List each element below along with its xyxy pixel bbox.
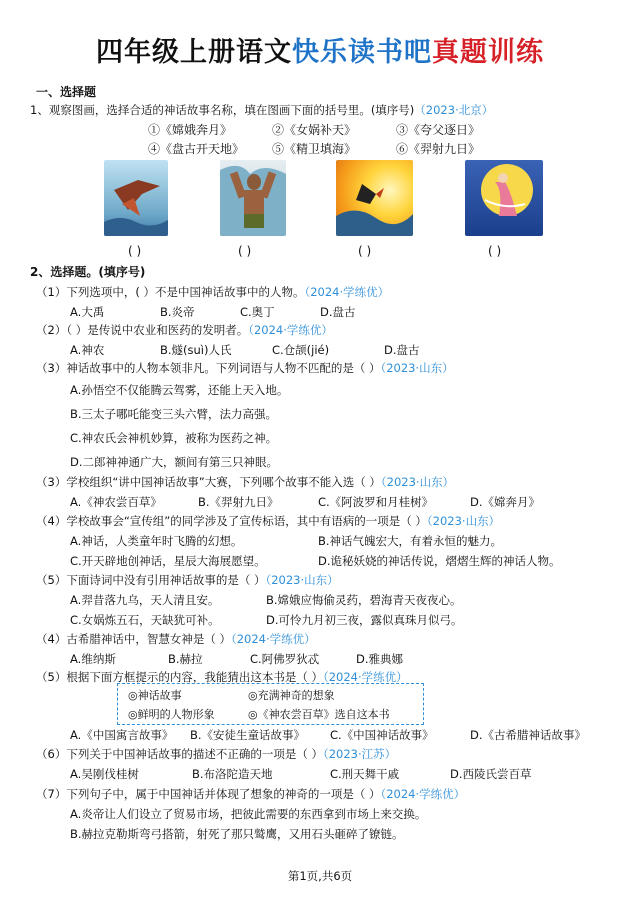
- question: （1）下列选项中，( ）不是中国神话故事中的人物。（2024·学练优）: [36, 285, 390, 299]
- question: （4）古希腊神话中，智慧女神是（ ）（2024·学练优）: [36, 632, 316, 646]
- answer-blank[interactable]: ( ): [238, 244, 252, 258]
- question: （3）神话故事中的人物本领非凡。下列词语与人物不匹配的是（ ）（2023·山东）: [36, 361, 454, 375]
- option[interactable]: C.女娲炼五石，天缺犹可补。: [70, 613, 220, 627]
- option[interactable]: C.阿佛罗狄忒: [250, 652, 320, 666]
- hint-item: ◎《神农尝百草》选自这本书: [248, 708, 390, 721]
- option[interactable]: D.盘古: [320, 305, 356, 319]
- option[interactable]: C.仓颉(jié): [272, 343, 330, 357]
- option[interactable]: A.孙悟空不仅能腾云驾雾，还能上天入地。: [70, 383, 289, 397]
- question: （5）根据下面方框提示的内容，我能猜出这本书是（ ）（2024·学练优）: [36, 670, 408, 684]
- story-option: ②《女娲补天》: [272, 123, 357, 137]
- illustration-sun-bird: [336, 160, 413, 236]
- option[interactable]: B.《羿射九日》: [198, 495, 279, 509]
- option[interactable]: A.神话，人类童年时飞腾的幻想。: [70, 534, 243, 548]
- section-2-heading: 2、选择题。(填序号): [30, 265, 146, 279]
- illustration-bird-sea: [104, 160, 168, 236]
- story-option: ③《夸父逐日》: [396, 123, 481, 137]
- option[interactable]: A.《神农尝百草》: [70, 495, 162, 509]
- option[interactable]: A.炎帝让人们设立了贸易市场，把彼此需要的东西拿到市场上来交换。: [70, 807, 427, 821]
- option[interactable]: A.羿昔落九乌，天人清且安。: [70, 593, 220, 607]
- option[interactable]: B.燧(suì)人氏: [160, 343, 232, 357]
- option[interactable]: B.神话气魄宏大，有着永恒的魅力。: [318, 534, 503, 548]
- story-option: ⑤《精卫填海》: [272, 142, 357, 156]
- question: （3）学校组织“讲中国神话故事”大赛，下列哪个故事不能入选（ ）（2023·山东）: [36, 475, 455, 489]
- option[interactable]: D.盘古: [384, 343, 420, 357]
- question: （5）下面诗词中没有引用神话故事的是（ ）（2023·山东）: [36, 573, 339, 587]
- question: （4）学校故事会“宣传组”的同学涉及了宣传标语，其中有语病的一项是（ ）（2023·山东）: [36, 514, 501, 528]
- option[interactable]: A.吴刚伐桂树: [70, 767, 139, 781]
- option[interactable]: C.奥丁: [240, 305, 275, 319]
- option[interactable]: B.《安徒生童话故事》: [190, 728, 306, 742]
- answer-blank[interactable]: ( ): [488, 244, 502, 258]
- option[interactable]: D.可怜九月初三夜，露似真珠月似弓。: [266, 613, 463, 627]
- option[interactable]: B.布洛陀造天地: [192, 767, 273, 781]
- question: （2）（ ）是传说中农业和医药的发明者。（2024·学练优）: [36, 323, 333, 337]
- option[interactable]: D.诡秘妖娆的神话传说，熠熠生辉的神话人物。: [318, 554, 561, 568]
- option[interactable]: C.《阿波罗和月桂树》: [318, 495, 434, 509]
- question-1: 1、观察图画，选择合适的神话故事名称，填在图画下面的括号里。(填序号)（2023·北京）: [30, 103, 494, 117]
- option[interactable]: A.《中国寓言故事》: [70, 728, 174, 742]
- option[interactable]: B.炎帝: [160, 305, 195, 319]
- story-option: ④《盘古开天地》: [148, 142, 245, 156]
- answer-blank[interactable]: ( ): [358, 244, 372, 258]
- option[interactable]: D.《嫦奔月》: [470, 495, 541, 509]
- question: （6）下列关于中国神话故事的描述不正确的一项是（ ）（2023·江苏）: [36, 747, 397, 761]
- option[interactable]: A.神农: [70, 343, 105, 357]
- option[interactable]: D.《古希腊神话故事》: [470, 728, 587, 742]
- option[interactable]: B.三太子哪吒能变三头六臂，法力高强。: [70, 407, 278, 421]
- hint-item: ◎鲜明的人物形象: [128, 708, 215, 721]
- hint-item: ◎充满神奇的想象: [248, 689, 335, 702]
- answer-blank[interactable]: ( ): [128, 244, 142, 258]
- option[interactable]: B.赫拉: [168, 652, 203, 666]
- section-1-heading: 一、选择题: [36, 85, 97, 99]
- illustration-giant-flood: [220, 160, 286, 236]
- story-option: ①《嫦娥奔月》: [148, 123, 233, 137]
- option[interactable]: D.二郎神神通广大，额间有第三只神眼。: [70, 455, 279, 469]
- option[interactable]: C.开天辟地创神话，星辰大海展愿望。: [70, 554, 266, 568]
- option[interactable]: C.刑天舞干戚: [330, 767, 400, 781]
- option[interactable]: D.雅典娜: [356, 652, 404, 666]
- option[interactable]: C.神农氏会神机妙算，被称为医药之神。: [70, 431, 278, 445]
- option[interactable]: B.赫拉克勒斯弯弓搭箭，射死了那只鹫鹰，又用石头砸碎了镣链。: [70, 827, 404, 841]
- question: （7）下列句子中，属于中国神话并体现了想象的神奇的一项是（ ）（2024·学练优）: [36, 787, 466, 801]
- option[interactable]: B.嫦娥应悔偷灵药，碧海青天夜夜心。: [266, 593, 462, 607]
- story-option: ⑥《羿射九日》: [396, 142, 481, 156]
- hint-item: ◎神话故事: [128, 689, 182, 702]
- option[interactable]: D.西陵氏尝百草: [450, 767, 532, 781]
- page-title: 四年级上册语文快乐读书吧真题训练: [96, 37, 544, 68]
- option[interactable]: C.《中国神话故事》: [330, 728, 434, 742]
- illustration-moon-lady: [465, 160, 543, 236]
- source-tag: （2023·北京）: [414, 103, 494, 117]
- option[interactable]: A.维纳斯: [70, 652, 116, 666]
- page-footer: 第1页,共6页: [287, 869, 353, 883]
- option[interactable]: A.大禹: [70, 305, 105, 319]
